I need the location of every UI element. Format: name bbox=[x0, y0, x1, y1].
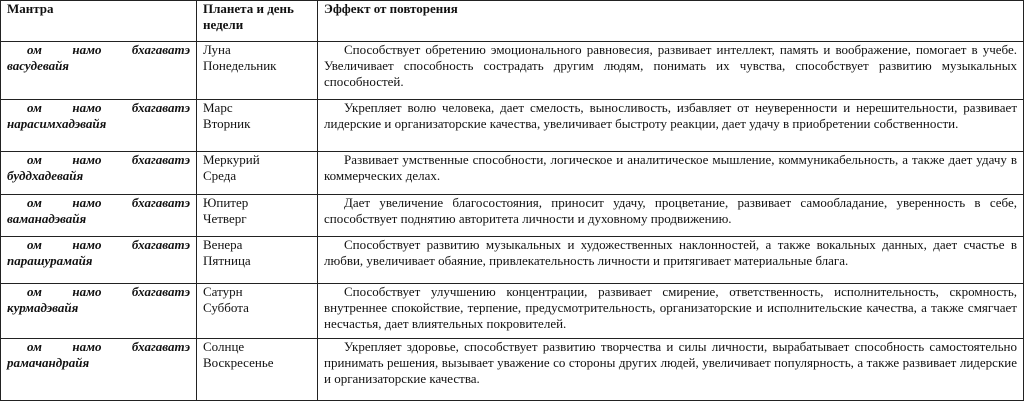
mantra-name: курмадэвайя bbox=[7, 299, 79, 315]
day-name: Воскресенье bbox=[203, 354, 274, 370]
effect-cell: Способствует развитию музыкальных и художественных наклонностей, а также вокальных данных, дает счастье в любви, увеличивает обаяние, привлекательность личности и притягивает материальные блага. bbox=[318, 237, 1024, 284]
planet-name: Луна bbox=[203, 42, 231, 57]
mantra-name: васудевайя bbox=[7, 58, 69, 73]
table-row bbox=[1, 151, 1024, 194]
mantra-cell bbox=[1, 194, 197, 237]
planet-day-cell bbox=[197, 283, 318, 338]
table-row bbox=[1, 100, 1024, 152]
header-row bbox=[1, 1, 1024, 42]
table-row bbox=[1, 283, 1024, 338]
header-mantra: Мантра bbox=[1, 1, 197, 42]
planet-name: Солнце bbox=[203, 338, 245, 354]
planet-name: Меркурий bbox=[203, 151, 260, 167]
mantra-cell bbox=[1, 42, 197, 100]
planet-day-cell bbox=[197, 237, 318, 284]
mantra-prefix: ом намо бхагаватэ bbox=[27, 237, 190, 253]
table-row bbox=[1, 194, 1024, 237]
day-name: Понедельник bbox=[203, 58, 277, 73]
header-effect: Эффект от повторения bbox=[318, 1, 1024, 42]
planet-name: Марс bbox=[203, 100, 233, 116]
mantra-cell bbox=[1, 151, 197, 194]
mantra-name: рамачандрайя bbox=[7, 354, 90, 370]
effect-cell: Способствует обретению эмоционального равновесия, развивает интеллект, память и воображение, помогает в учебе. Увеличивает способность сострадать другим людям, понимать их чувства, способствует развитию музыкальных способностей. bbox=[318, 42, 1024, 100]
effect-cell: Способствует улучшению концентрации, развивает смирение, ответственность, исполнительность, скромность, внутреннее спокойствие, терпение, предусмотрительность, организаторские и исполнительские качества, а также смягчает несчастья, дает влиятельных покровителей. bbox=[318, 283, 1024, 338]
planet-name: Юпитер bbox=[203, 194, 249, 210]
mantra-cell bbox=[1, 100, 197, 152]
effect-cell: Дает увеличение благосостояния, приносит удачу, процветание, развивает самообладание, уверенность в себе, способствует поднятию авторитета личности и духовному продвижению. bbox=[318, 194, 1024, 237]
header-planet-day: Планета и день недели bbox=[197, 1, 318, 42]
effect-cell: Укрепляет здоровье, способствует развитию творчества и силы личности, вырабатывает способность самостоятельно принимать решения, вызывает уважение со стороны других людей, увеличивает популярность, а также развивает лидерские и организаторские качества. bbox=[318, 338, 1024, 400]
mantra-name: нарасимхадэвайя bbox=[7, 116, 107, 132]
mantra-name: буддхадевайя bbox=[7, 167, 84, 183]
mantra-name: парашурамайя bbox=[7, 253, 93, 269]
planet-name: Венера bbox=[203, 237, 243, 253]
day-name: Четверг bbox=[203, 210, 247, 226]
mantra-prefix: ом намо бхагаватэ bbox=[27, 100, 190, 116]
mantra-prefix: ом намо бхагаватэ bbox=[27, 194, 190, 210]
planet-day-cell bbox=[197, 338, 318, 400]
planet-name: Сатурн bbox=[203, 283, 243, 299]
planet-day-cell bbox=[197, 194, 318, 237]
day-name: Пятница bbox=[203, 253, 251, 269]
day-name: Среда bbox=[203, 167, 237, 183]
table-row bbox=[1, 338, 1024, 400]
mantra-cell bbox=[1, 338, 197, 400]
mantra-prefix: ом намо бхагаватэ bbox=[27, 338, 190, 354]
mantra-prefix: ом намо бхагаватэ bbox=[27, 151, 190, 167]
mantra-prefix: ом намо бхагаватэ bbox=[27, 283, 190, 299]
planet-day-cell bbox=[197, 42, 318, 100]
planet-day-cell bbox=[197, 151, 318, 194]
mantra-name: ваманадэвайя bbox=[7, 210, 87, 226]
day-name: Суббота bbox=[203, 299, 249, 315]
mantra-cell bbox=[1, 237, 197, 284]
day-name: Вторник bbox=[203, 116, 251, 132]
effect-cell: Развивает умственные способности, логическое и аналитическое мышление, коммуникабельность, а также дает удачу в коммерческих делах. bbox=[318, 151, 1024, 194]
mantra-cell bbox=[1, 283, 197, 338]
effect-cell: Укрепляет волю человека, дает смелость, выносливость, избавляет от неуверенности и нерешительности, развивает лидерские и организаторские качества, увеличивает быстроту реакции, дает удачу в приобретении собственности. bbox=[318, 100, 1024, 152]
mantra-prefix: ом намо бхагаватэ bbox=[27, 42, 190, 57]
planet-day-cell bbox=[197, 100, 318, 152]
table-row bbox=[1, 42, 1024, 100]
table-row bbox=[1, 237, 1024, 284]
